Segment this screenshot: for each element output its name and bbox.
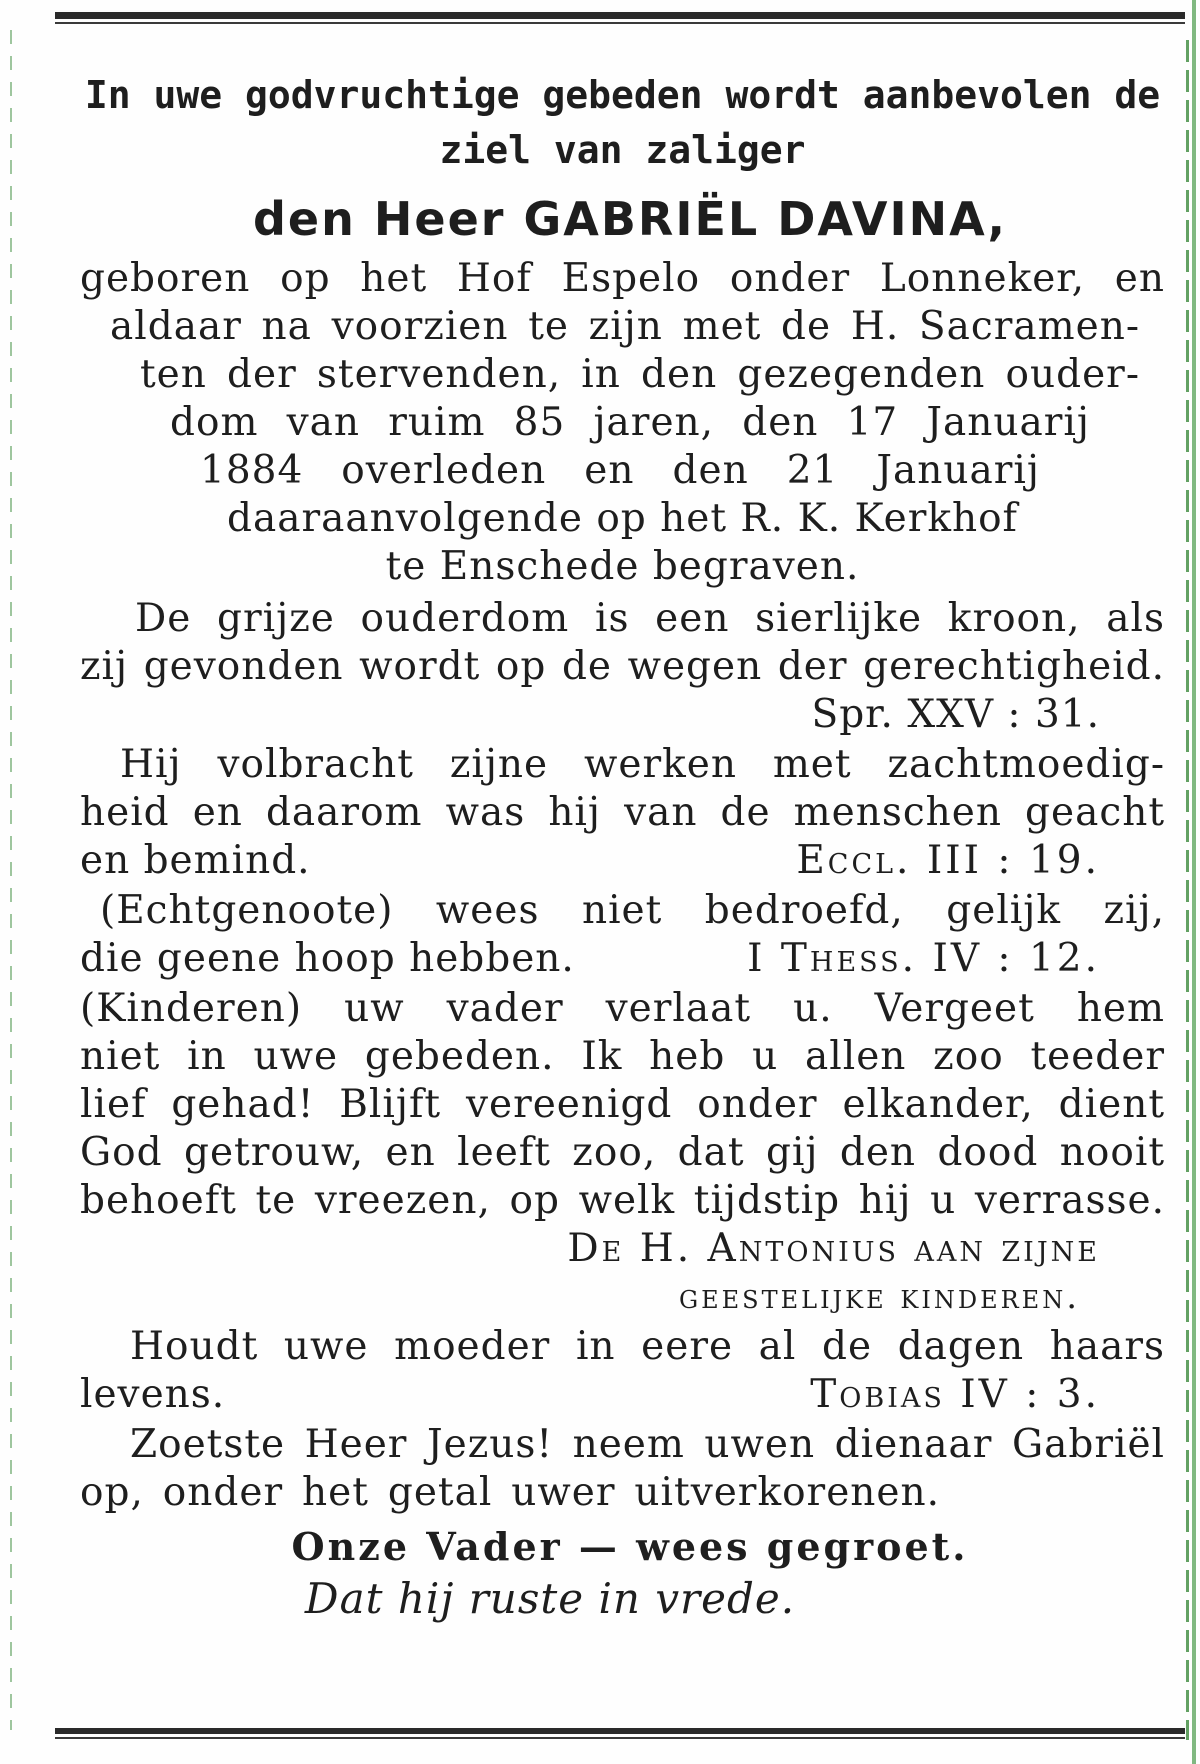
prayer-line: Zoetste Heer Jezus! neem uwen dienaar Gabriël <box>130 1422 1165 1467</box>
quote-line: (Echtgenoote) wees niet bedroefd, gelijk zij, <box>100 888 1165 933</box>
prayer-line: op, onder het getal uwer uitverkorenen. <box>80 1470 940 1515</box>
quote-line: behoeft te vreezen, op welk tijdstip hij u verrasse. <box>80 1178 1165 1223</box>
bio-line: ten der stervenden, in den gezegenden ouder- <box>140 352 1140 397</box>
quote-text: die geene hoop hebben. <box>80 936 575 981</box>
bio-line: te Enschede begraven. <box>385 544 860 589</box>
quote-text: en bemind. <box>80 838 311 883</box>
quote-line: Houdt uwe moeder in eere al de dagen haars <box>130 1324 1165 1369</box>
quote-line: (Kinderen) uw vader verlaat u. Vergeet hem <box>80 986 1165 1031</box>
intro-line-2: ziel van zaliger <box>439 128 806 172</box>
quote-final-line <box>80 936 1100 982</box>
deceased-name: den Heer GABRIËL DAVINA, <box>253 192 1007 246</box>
bio-line: 1884 overleden en den 21 Januarij <box>200 448 1040 493</box>
quote-reference: I Thess. IV : 12. <box>747 936 1100 981</box>
quote-line: De grijze ouderdom is een sierlijke kroon, als <box>135 596 1165 641</box>
top-border-thin-rule <box>55 22 1185 24</box>
quote-reference: De H. Antonius aan zijne <box>567 1226 1100 1271</box>
quote-line: niet in uwe gebeden. Ik heb u allen zoo teeder <box>80 1034 1165 1079</box>
bio-line: aldaar na voorzien te zijn met de H. Sacramen- <box>110 304 1140 349</box>
bottom-border-rule <box>55 1728 1185 1734</box>
bio-line: daaraanvolgende op het R. K. Kerkhof <box>227 496 1018 541</box>
right-scan-edge <box>1186 40 1189 1740</box>
bio-line: dom van ruim 85 jaren, den 17 Januarij <box>170 400 1090 445</box>
quote-final-line <box>80 838 1100 884</box>
closing-prayer: Onze Vader — wees gegroet. <box>291 1524 969 1569</box>
quote-line: lief gehad! Blijft vereenigd onder elkander, dient <box>80 1082 1165 1127</box>
quote-reference: Eccl. III : 19. <box>796 838 1100 883</box>
quote-text: levens. <box>80 1372 226 1417</box>
closing-wish: Dat hij ruste in vrede. <box>304 1574 796 1623</box>
right-scan-edge-outer <box>1192 0 1196 1764</box>
bottom-border-thin-rule <box>55 1737 1185 1739</box>
quote-line: Hij volbracht zijne werken met zachtmoedig- <box>120 742 1165 787</box>
quote-line: zij gevonden wordt op de wegen der gerechtigheid. <box>80 644 1165 689</box>
left-scan-edge <box>10 30 12 1730</box>
bio-line: geboren op het Hof Espelo onder Lonneker, en <box>80 256 1165 301</box>
quote-reference: geestelijke kinderen. <box>678 1277 1080 1317</box>
quote-line: God getrouw, en leeft zoo, dat gij den dood nooit <box>80 1130 1165 1175</box>
top-border-rule <box>55 12 1185 19</box>
intro-line-1: In uwe godvruchtige gebeden wordt aanbevolen de <box>84 73 1161 117</box>
quote-line: heid en daarom was hij van de menschen geacht <box>80 790 1165 835</box>
quote-final-line <box>80 1372 1100 1418</box>
quote-reference: Tobias IV : 3. <box>810 1372 1100 1417</box>
quote-reference: Spr. XXV : 31. <box>811 692 1100 737</box>
